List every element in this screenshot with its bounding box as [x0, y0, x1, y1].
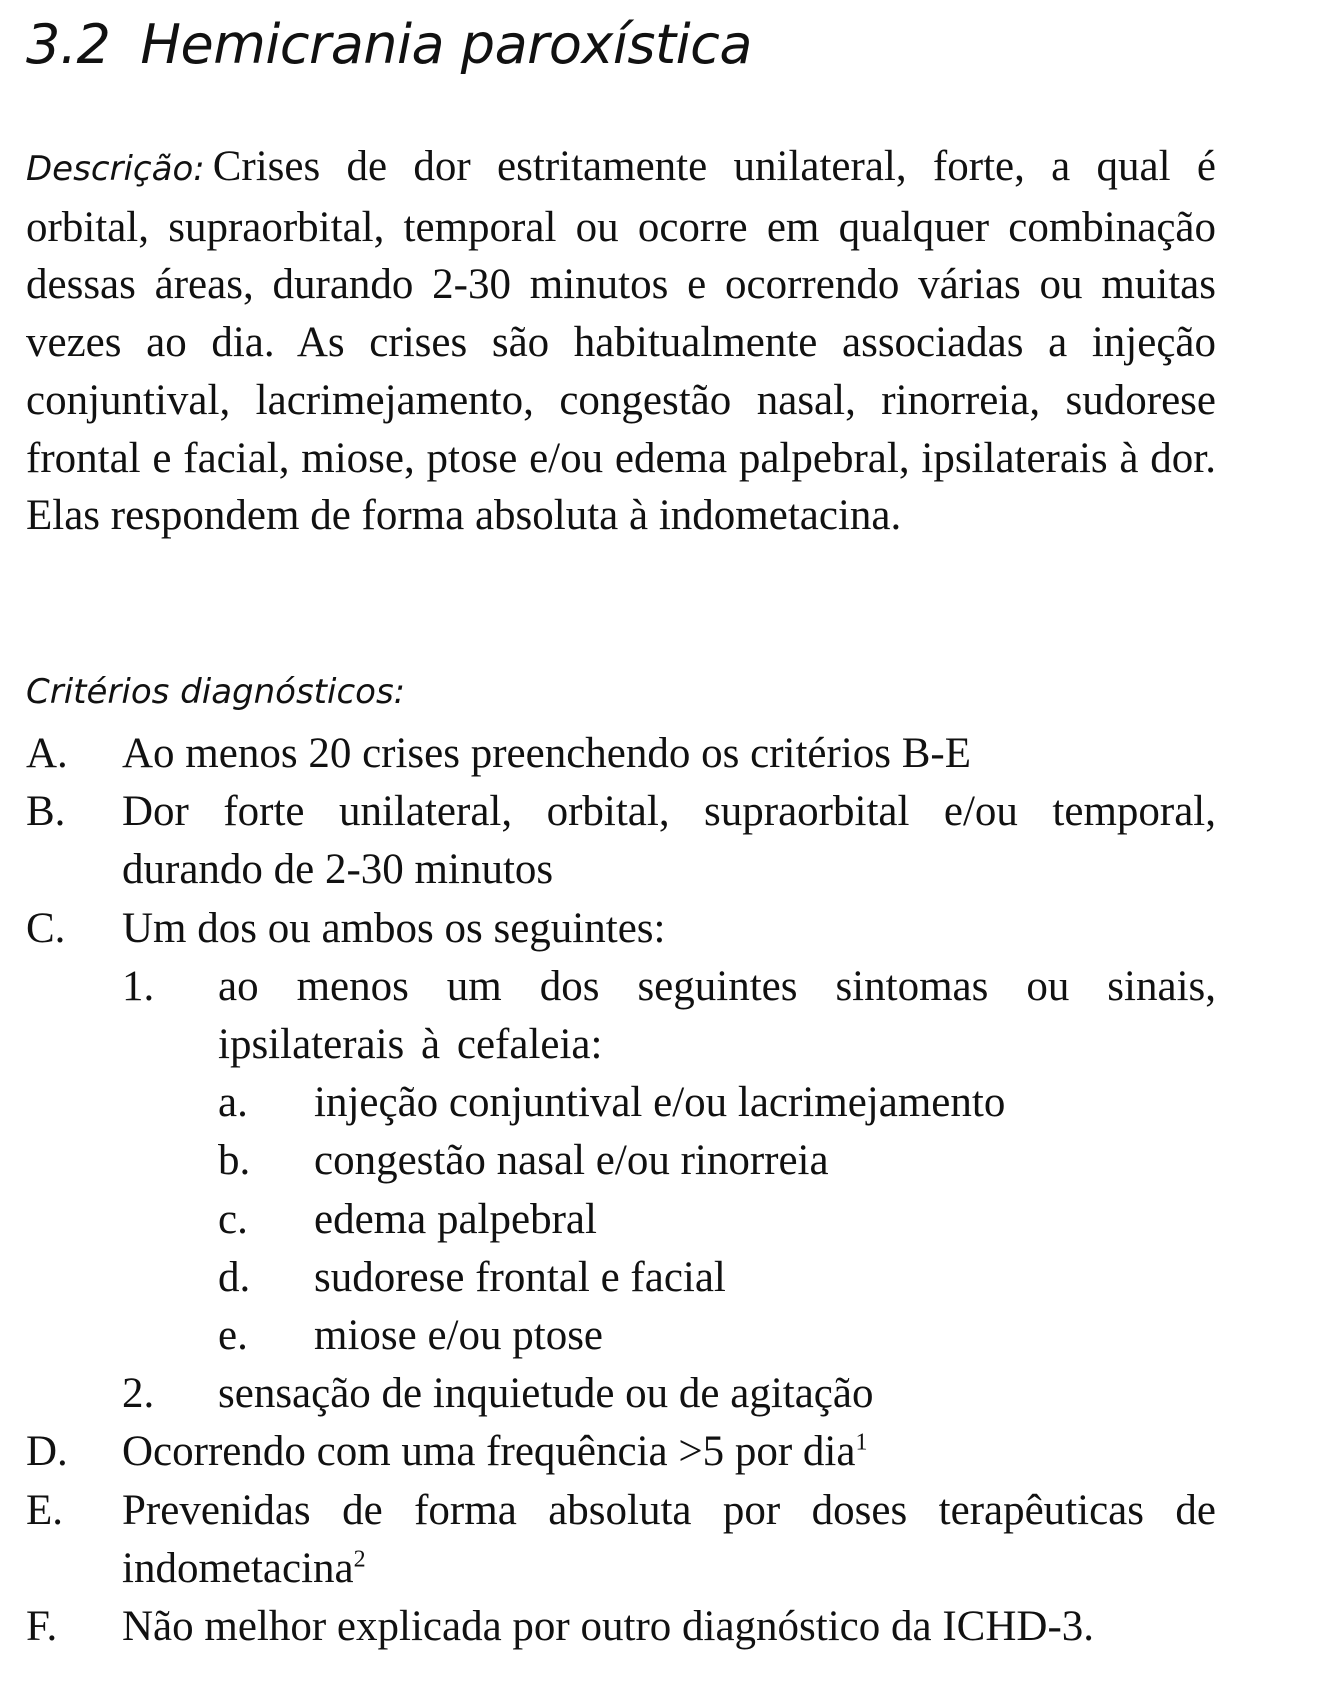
criterion-marker: F.: [26, 1603, 58, 1651]
criterion-text: edema palpebral: [314, 1195, 597, 1243]
criterion-f: [26, 1598, 1216, 1656]
criterion-marker: D.: [26, 1428, 68, 1476]
criterion-a: [26, 725, 1216, 783]
criterion-c-sub-c: [218, 1191, 1216, 1249]
criterion-marker: E.: [26, 1486, 64, 1534]
criterion-c-sub-d: [218, 1249, 1216, 1307]
criterion-marker: 1.: [122, 962, 155, 1010]
criterion-text: Dor forte unilateral, orbital, supraorbital e/ou temporal, durando de 2-30 minutos: [122, 788, 1216, 894]
criterion-c: [26, 900, 1216, 958]
criterion-text: [122, 1423, 1216, 1481]
criterion-marker: d.: [218, 1253, 251, 1301]
criterion-e: [26, 1482, 1216, 1598]
criteria-heading: Critérios diagnósticos:: [26, 672, 406, 712]
criterion-marker: C.: [26, 904, 66, 952]
section-number: 3.2: [26, 13, 111, 76]
criterion-text: injeção conjuntival e/ou lacrimejamento: [314, 1079, 1006, 1127]
criteria-list: [26, 725, 1216, 1656]
criterion-marker: B.: [26, 788, 66, 836]
criterion-text: congestão nasal e/ou rinorreia: [314, 1137, 829, 1185]
criterion-marker: A.: [26, 730, 68, 777]
criterion-c-sub-b: [218, 1132, 1216, 1190]
description-label: Descrição:: [26, 149, 205, 189]
footnote-ref: 2: [353, 1546, 366, 1573]
criterion-text: [122, 1482, 1216, 1598]
criterion-d: [26, 1423, 1216, 1481]
criterion-text: sudorese frontal e facial: [314, 1253, 726, 1301]
criterion-c-item-1: [122, 958, 1216, 1074]
criterion-text: ao menos um dos seguintes sintomas ou sinais, ipsilaterais à cefaleia:: [218, 962, 1216, 1069]
section-title: [26, 10, 752, 80]
criterion-c-sub-a: [218, 1074, 1216, 1132]
criterion-text: Ao menos 20 crises preenchendo os critérios B-E: [122, 730, 972, 777]
criterion-c-item-2: [122, 1365, 1216, 1423]
criterion-text: Não melhor explicada por outro diagnóstico da ICHD-3.: [122, 1603, 1095, 1651]
criterion-c-sub-e: [218, 1307, 1216, 1365]
footnote-ref: 1: [855, 1430, 868, 1457]
description-text: Crises de dor estritamente unilateral, forte, a qual é orbital, supraorbital, temporal ou ocorre em qualquer combinação dessas áreas, durando 2-30 minutos e ocorrendo várias ou muitas vezes ao dia. As crises são habitualmente associadas a injeção conjuntival, lacrimejamento, congestão nasal, rinorreia, sudorese frontal e facial, miose, ptose e/ou edema palpebral, ipsilaterais à dor. Elas respondem de forma absoluta à indometacina.: [26, 143, 1216, 540]
criterion-marker: b.: [218, 1137, 251, 1185]
criterion-marker: c.: [218, 1195, 248, 1243]
criterion-marker: e.: [218, 1312, 248, 1360]
criterion-text: miose e/ou ptose: [314, 1312, 604, 1360]
criterion-text-body: Prevenidas de forma absoluta por doses terapêuticas de indometacina: [122, 1486, 1216, 1592]
criterion-marker: 2.: [122, 1370, 155, 1418]
criterion-text: sensação de inquietude ou de agitação: [218, 1370, 874, 1418]
criterion-marker: a.: [218, 1079, 248, 1127]
criterion-text: Um dos ou ambos os seguintes:: [122, 904, 666, 952]
section-title-text: Hemicrania paroxística: [140, 13, 752, 76]
criterion-b: [26, 783, 1216, 899]
criterion-text-body: Ocorrendo com uma frequência >5 por dia: [122, 1428, 856, 1476]
description-paragraph: [26, 138, 1216, 545]
